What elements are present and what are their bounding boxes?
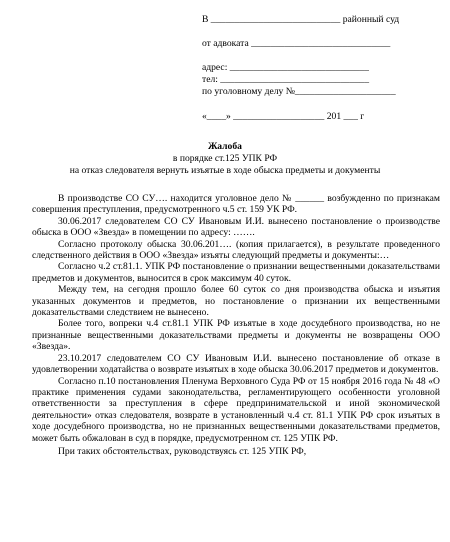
paragraph: 23.10.2017 следователем СО СУ Ивановым И.И. вынесено постановление об отказе в удовлетворении ходатайства о возврате изъятых в ходе обыска 30.06.2017 предметов и документов. <box>32 352 440 376</box>
paragraph: В производстве СО СУ…. находится уголовное дело № ______ возбужденно по признакам совершения преступления, предусмотренного ч.5 ст. 159 УК РФ. <box>32 193 440 216</box>
header-phone: тел: _______________________________ <box>202 74 370 85</box>
document-subtitle-1: в порядке ст.125 УПК РФ <box>172 153 278 164</box>
paragraph: 30.06.2017 следователем СО СУ Ивановым И.И. вынесено постановление о производстве обыска в ООО «Звезда» в помещении по адресу: ……. <box>32 215 440 239</box>
paragraph: При таких обстоятельствах, руководствуясь ст. 125 УПК РФ, <box>58 445 307 457</box>
header-address: адрес: _____________________________ <box>202 62 369 73</box>
paragraph: Между тем, на сегодня прошло более 60 суток со дня производства обыска и изъятия указанных документов и предметов, но постановление о признании их вещественными доказательствами следствием не вынесено. <box>32 284 440 319</box>
document-body <box>32 193 440 457</box>
document-title: Жалоба <box>208 141 242 152</box>
paragraph: Согласно протоколу обыска 30.06.201…. (копия прилагается), в результате проведенного следственного действия в ООО «Звезда» изъяты следующий предметы и документы:… <box>32 238 440 262</box>
header-lawyer: от адвоката _____________________________ <box>202 38 391 49</box>
header-case-number: по уголовному делу №_____________________ <box>202 86 396 97</box>
paragraph: Согласно ч.2 ст.81.1. УПК РФ постановление о признании вещественными доказательствами предметов и документов, выносится в срок максимум 40 суток. <box>32 261 440 284</box>
header-date: «____» ___________________ 201 ___ г <box>202 111 365 122</box>
header-court: В ___________________________ районный суд <box>202 14 400 25</box>
paragraph: Более того, вопреки ч.4 ст.81.1 УПК РФ изъятые в ходе досудебного производства, но не признанные вещественными доказательствами предметы и документы не возвращены ООО «Звезда». <box>32 318 440 353</box>
paragraph: Согласно п.10 постановления Пленума Верховного Суда РФ от 15 ноября 2016 года № 48 «О практике применения судами законодательства, регламентирующего особенности уголовной ответственности за преступления в сфере предпринимательской и иной экономической деятельности» отказ следователя, возврате в установленный ч.4 ст. 81.1 УПК РФ срок изъятых в ходе досудебного производства, но не признанных вещественными доказательствами предметов, может быть обжалован в суд в порядке, предусмотренном ст. 125 УПК РФ. <box>32 375 440 444</box>
document-subtitle-2: на отказ следователя вернуть изъятые в ходе обыска предметы и документы <box>69 165 381 176</box>
